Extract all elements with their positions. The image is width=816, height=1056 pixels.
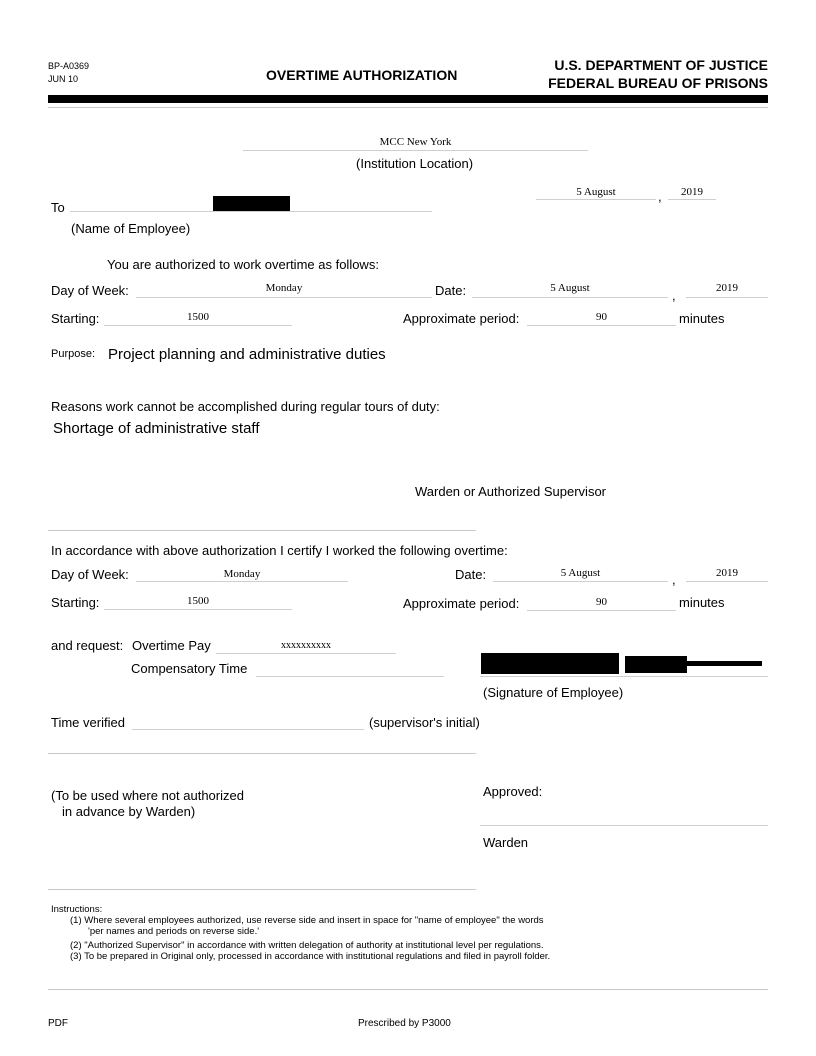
auth-period-label: Approximate period: <box>403 311 520 326</box>
request-label: and request: <box>51 638 124 653</box>
cert-date-label: Date: <box>455 567 487 582</box>
auth-minutes-label: minutes <box>679 311 725 326</box>
auth-starting-value[interactable]: 1500 <box>187 311 209 323</box>
authorization-intro: You are authorized to work overtime as follows: <box>107 257 379 272</box>
auth-starting-label: Starting: <box>51 311 100 326</box>
instructions-heading: Instructions: <box>51 904 103 915</box>
auth-comma: , <box>672 288 676 303</box>
institution-label: (Institution Location) <box>356 156 474 171</box>
time-verified-underline <box>132 729 364 730</box>
cert-day-underline <box>136 581 348 582</box>
cert-year-value[interactable]: 2019 <box>716 567 738 579</box>
cert-starting-underline <box>104 609 292 610</box>
addressee-date-value[interactable]: 5 August <box>576 186 616 198</box>
certification-intro: In accordance with above authorization I certify I worked the following overtime: <box>51 543 508 558</box>
employee-name-redaction[interactable] <box>213 196 290 211</box>
time-verified-label: Time verified <box>51 715 125 730</box>
auth-day-underline <box>136 297 432 298</box>
cert-day-value[interactable]: Monday <box>223 568 261 580</box>
employee-name-label: (Name of Employee) <box>71 221 191 236</box>
comp-time-label: Compensatory Time <box>131 661 248 676</box>
reasons-value[interactable]: Shortage of administrative staff <box>53 420 260 437</box>
form-title: OVERTIME AUTHORIZATION <box>266 67 458 83</box>
addressee-date-underline <box>536 199 656 200</box>
cert-period-label: Approximate period: <box>403 596 520 611</box>
agency-line-2: FEDERAL BUREAU OF PRISONS <box>548 75 768 91</box>
advance-note-line-2: in advance by Warden) <box>62 804 196 819</box>
overtime-pay-label: Overtime Pay <box>132 638 211 653</box>
signature-underline <box>480 676 768 677</box>
signature-label: (Signature of Employee) <box>483 685 624 700</box>
auth-year-underline <box>686 297 768 298</box>
header-rule-thin <box>48 107 768 108</box>
cert-date-underline <box>493 581 668 582</box>
auth-starting-underline <box>104 325 292 326</box>
supervisor-label: Warden or Authorized Supervisor <box>415 484 607 499</box>
approved-label: Approved: <box>483 784 543 799</box>
auth-day-value[interactable]: Monday <box>265 282 303 294</box>
instruction-item: (3) To be prepared in Original only, processed in accordance with institutional regulations and filed in payroll folder. <box>70 951 551 962</box>
auth-date-underline <box>472 297 668 298</box>
to-label: To <box>51 200 65 215</box>
footer-center: Prescribed by P3000 <box>358 1018 451 1029</box>
employee-name-underline <box>70 211 432 212</box>
section-divider-1 <box>48 530 476 531</box>
signature-redaction[interactable] <box>481 653 619 674</box>
footer-rule <box>48 989 768 990</box>
instruction-item: (1) Where several employees authorized, use reverse side and insert in space for "name of employee" the words <box>70 915 544 926</box>
cert-period-underline <box>527 610 676 611</box>
signature-redaction-part-2 <box>625 656 687 673</box>
auth-period-underline <box>527 325 676 326</box>
form-number: BP-A0369 <box>48 61 90 71</box>
addressee-year-value[interactable]: 2019 <box>681 186 703 198</box>
institution-underline <box>243 150 588 151</box>
instruction-item: 'per names and periods on reverse side.' <box>88 926 260 937</box>
cert-comma: , <box>672 572 676 587</box>
cert-period-value[interactable]: 90 <box>596 596 607 608</box>
auth-year-value[interactable]: 2019 <box>716 282 738 294</box>
overtime-pay-underline <box>216 653 396 654</box>
supervisor-initial-label: (supervisor's initial) <box>369 715 480 730</box>
purpose-value[interactable]: Project planning and administrative duties <box>108 346 386 363</box>
cert-minutes-label: minutes <box>679 595 725 610</box>
auth-date-value[interactable]: 5 August <box>550 282 590 294</box>
addressee-year-underline <box>668 199 716 200</box>
signature-redaction-part-3 <box>686 661 762 666</box>
advance-note-line-1: (To be used where not authorized <box>51 788 244 803</box>
section-divider-2 <box>48 753 476 754</box>
institution-value[interactable]: MCC New York <box>379 136 452 148</box>
cert-day-label: Day of Week: <box>51 567 129 582</box>
overtime-pay-value[interactable]: xxxxxxxxxx <box>281 640 331 651</box>
cert-date-value[interactable]: 5 August <box>560 567 601 579</box>
footer-left: PDF <box>48 1018 68 1029</box>
auth-date-label: Date: <box>435 283 467 298</box>
auth-period-value[interactable]: 90 <box>596 311 607 323</box>
cert-starting-value[interactable]: 1500 <box>187 595 209 607</box>
reasons-label: Reasons work cannot be accomplished during regular tours of duty: <box>51 399 440 414</box>
warden-label: Warden <box>483 835 529 850</box>
header-rule-thick <box>48 95 768 103</box>
instruction-item: (2) "Authorized Supervisor" in accordance with written delegation of authority at institutional level per regulations. <box>70 940 544 951</box>
purpose-label: Purpose: <box>51 348 96 360</box>
auth-day-label: Day of Week: <box>51 283 129 298</box>
agency-line-1: U.S. DEPARTMENT OF JUSTICE <box>554 57 768 73</box>
form-date: JUN 10 <box>48 74 79 84</box>
comp-time-underline <box>256 676 444 677</box>
cert-starting-label: Starting: <box>51 595 100 610</box>
approved-underline <box>480 825 768 826</box>
cert-year-underline <box>686 581 768 582</box>
addressee-comma: , <box>658 189 662 204</box>
section-divider-3 <box>48 889 476 890</box>
